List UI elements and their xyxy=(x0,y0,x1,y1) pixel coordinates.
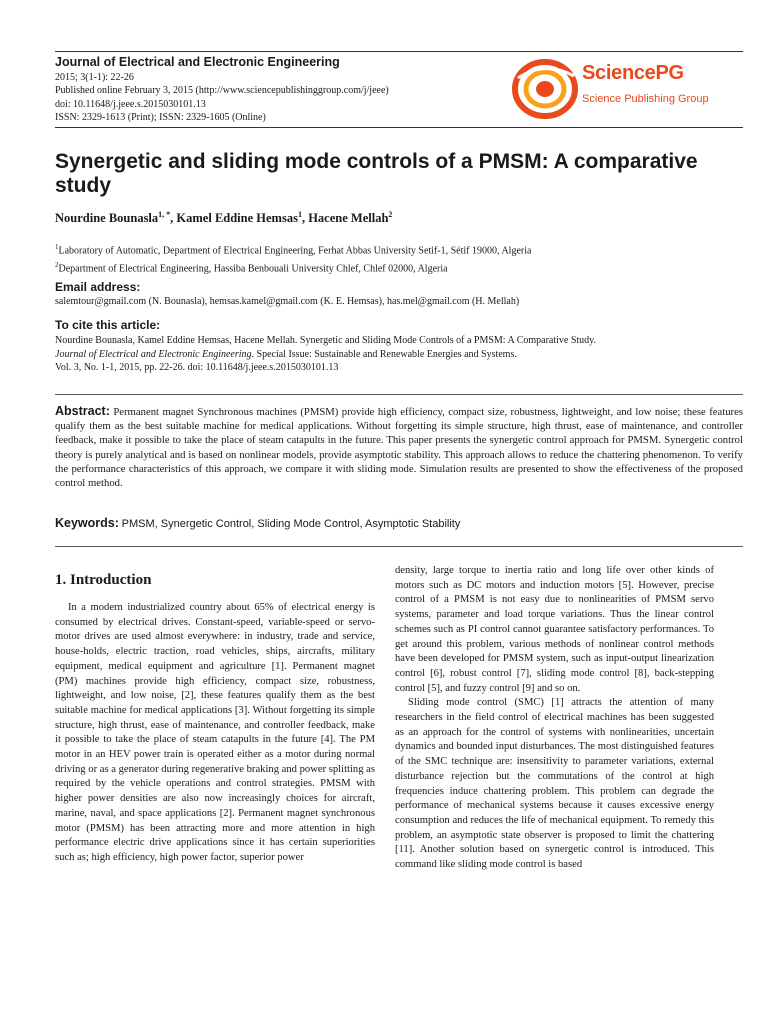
abstract-label: Abstract: xyxy=(55,404,110,418)
body-paragraph: density, large torque to inertia ratio and long life over other kinds of motors such as DC motors and induction motors [5]. However, precise control of a PMSM is not easy due to nonlinearities of PMSM servo systems, parameter and load torque variations. Thus the linear control schemes such as PI control cannot guarantee satisfactory performances. To get around this problem, various methods of nonlinear control methods have been developed for PMSM system, such as input-output linearization control [6], robust control [7], sliding mode control [8], back-stepping control [5], and fuzzy control [9] and so on. xyxy=(395,565,714,694)
keywords xyxy=(55,516,743,530)
citation-line xyxy=(55,348,755,362)
author-name: , Kamel Eddine Hemsas xyxy=(170,211,298,226)
body-column-left xyxy=(55,601,375,866)
keywords-label: Keywords: xyxy=(55,516,119,530)
citation-line: Nourdine Bounasla, Kamel Eddine Hemsas, Hacene Mellah. Synergetic and Sliding Mode Controls of a PMSM: A Comparative Study. xyxy=(55,335,597,346)
abstract-top-rule xyxy=(55,394,743,395)
keywords-text: PMSM, Synergetic Control, Sliding Mode Control, Asymptotic Stability xyxy=(121,518,461,530)
affiliation-number: 1 xyxy=(55,243,59,251)
logo-wordmark: SciencePG xyxy=(582,62,684,84)
journal-name: Journal of Electrical and Electronic Engineering xyxy=(55,55,340,69)
affiliation-line xyxy=(55,240,755,258)
sciencepg-logo-icon xyxy=(512,58,578,120)
author-name: , Hacene Mellah xyxy=(301,211,389,226)
author-affil-mark: 1, * xyxy=(158,210,171,219)
body-paragraph: In a modern industrialized country about 65% of electrical energy is consumed by electrical drives. Constant-speed, variable-speed or servo-motor drives are used almost everywhere: in industry, trade and service, house-holds, electric traction, road vehicles, ships, aircrafts, military equipment, medical equipment and agriculture [1]. Permanent magnet (PM) machines provide high efficiency, compact size, robustness, lightweight, and low noise, [2], these features qualify them as the best suitable machine for medical applications [3]. Without forgetting its simple structure, high thrust, ease of maintenance, and controller feedback, make it possible to take the place of steam catapults in the future [4]. The PM motor in an HEV power train is operated either as a motor during normal driving or as a generator during regenerative braking and power splitting as required by the vehicle operations and control strategies. PMSM with higher power densities are also now increasingly choices for aircraft, marine, naval, and space applications [2]. Permanent magnet synchronous motor (PMSM) has been attracting more and more attention in high performance electric drive applications since it has certain superiorities such as; high efficiency, high power factor, superior power xyxy=(55,602,375,863)
citation-line: Vol. 3, No. 1-1, 2015, pp. 22-26. doi: 10.11648/j.jeee.s.2015030101.13 xyxy=(55,362,339,374)
abstract-text: Permanent magnet Synchronous machines (PMSM) provide high efficiency, compact size, robustness, lightweight, and low noise; these features qualify them as the best suitable machine for medical applications. Without forgetting its simple structure, high thrust, ease of maintenance, and controller feedback, make it possible to take the place of steam catapults in the future. This paper presents the synergetic control approach for PMSM. Synergetic control theory is purely analytical and is based on nonlinear models, provide asymptotic stability. This approach allows to reduce the chattering phenomenon. To verify the performance characteristics of this approach, we compare it with sliding mode. Simulation results are presented to show the effectiveness of the proposed control method. xyxy=(55,406,744,490)
author-name: Nourdine Bounasla xyxy=(55,211,159,226)
affiliation-number: 2 xyxy=(55,261,59,270)
journal-meta xyxy=(55,71,389,125)
cite-heading: To cite this article: xyxy=(55,318,161,332)
affiliation-text: Department of Electrical Engineering, Hassiba Benbouali University Chlef, Chlef 02000, Algeria xyxy=(58,263,448,275)
abstract xyxy=(55,404,743,490)
journal-meta-line: Published online February 3, 2015 (http://www.sciencepublishinggroup.com/j/jeee) xyxy=(55,85,389,97)
section-heading: 1. Introduction xyxy=(55,572,152,588)
body-column-right xyxy=(395,564,714,873)
journal-meta-line: ISSN: 2329-1613 (Print); ISSN: 2329-1605 (Online) xyxy=(55,112,266,124)
header-top-rule xyxy=(55,51,743,52)
email-heading: Email address: xyxy=(55,280,141,294)
email-addresses: salemtour@gmail.com (N. Bounasla), hemsas.kamel@gmail.com (K. E. Hemsas), has.mel@gmail.com (H. Mellah) xyxy=(55,296,520,307)
affiliations xyxy=(55,240,755,277)
citation-journal: Journal of Electrical and Electronic Engineering xyxy=(55,348,252,360)
abstract-bottom-rule xyxy=(55,546,743,547)
citation xyxy=(55,334,755,375)
journal-meta-line: doi: 10.11648/j.jeee.s.2015030101.13 xyxy=(55,98,206,110)
journal-meta-line: 2015; 3(1-1): 22-26 xyxy=(55,72,134,83)
logo-subtitle: Science Publishing Group xyxy=(582,93,709,105)
author-list xyxy=(55,210,392,226)
affiliation-text: Laboratory of Automatic, Department of Electrical Engineering, Ferhat Abbas University Setif-1, Sétif 19000, Algeria xyxy=(58,245,532,257)
header-bottom-rule xyxy=(55,127,743,128)
paper-title: Synergetic and sliding mode controls of a PMSM: A comparative study xyxy=(55,150,698,197)
body-paragraph: Sliding mode control (SMC) [1] attracts the attention of many researchers in the field control of electrical machines has been suggested as an approach for the control of systems with nonlinearities, uncertain dynamics and bounded input disturbances. The most distinguished features of the SMC technique are: insensitivity to parameter variations, external disturbance rejection but the commutations of the control at high frequencies induce chattering problem. This problem can degrade the performance of mechanical systems because it causes excessive energy consumption and reduces the life of mechanical equipment. To remedy this problem, an asymptotic state observer is proposed to limit the chattering [11]. Another solution based on synergetic control is introduced. This command like sliding mode control is based xyxy=(395,697,714,871)
author-affil-mark: 2 xyxy=(388,210,393,219)
author-affil-mark: 1 xyxy=(297,210,302,219)
affiliation-line xyxy=(55,258,755,276)
citation-issue: . Special Issue: Sustainable and Renewable Energies and Systems. xyxy=(251,348,517,360)
